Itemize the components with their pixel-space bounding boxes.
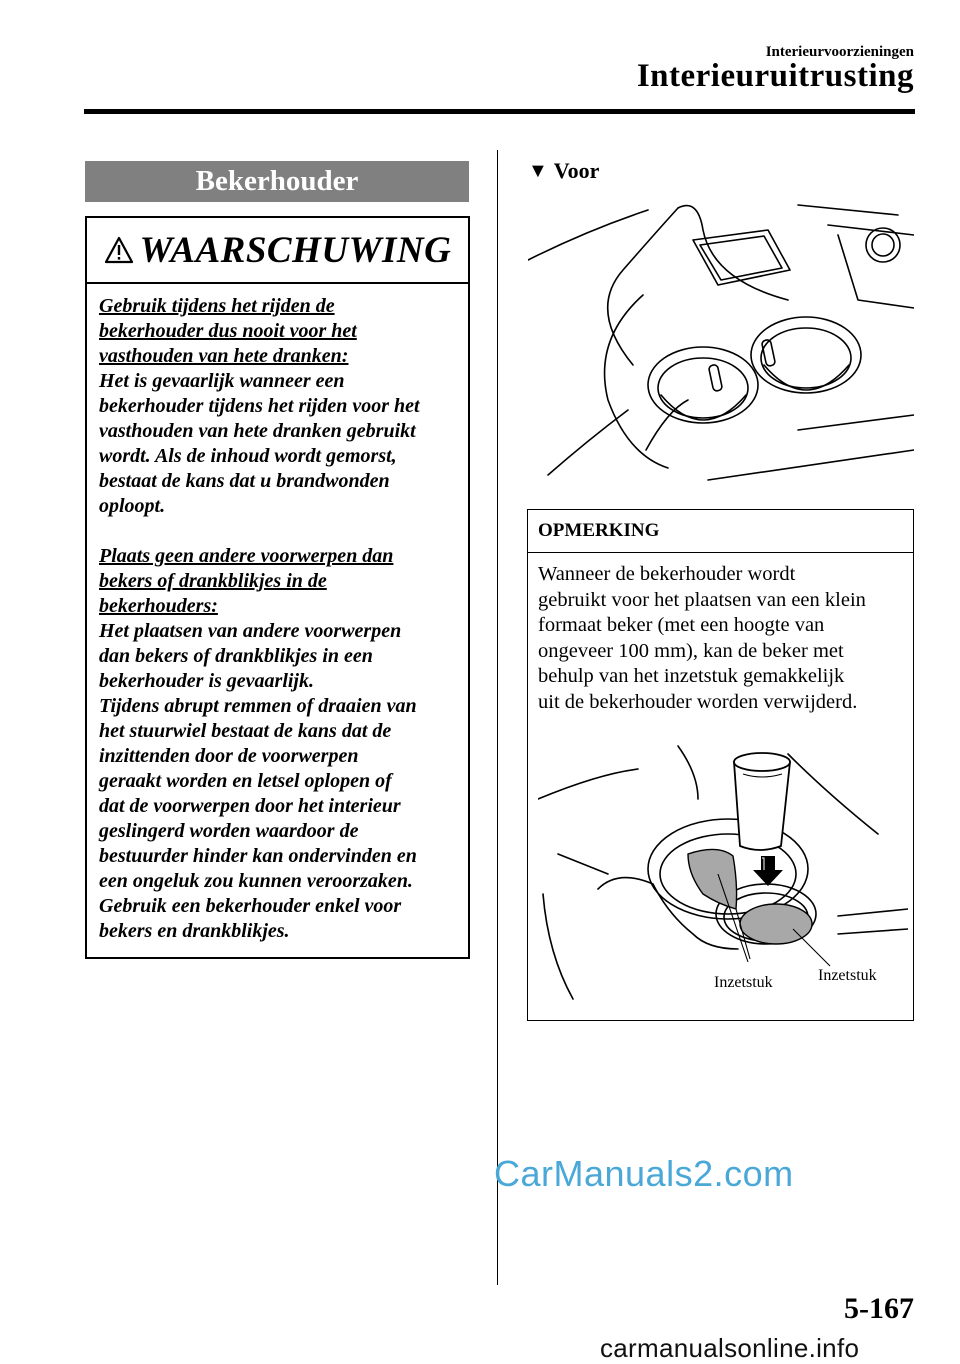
warning-body-line: dat de voorwerpen door het interieur: [99, 795, 401, 817]
warning-triangle-icon: [104, 236, 134, 264]
note-line: Wanneer de bekerhouder wordt: [538, 563, 796, 585]
warning-body-line: bekers en drankblikjes.: [99, 920, 290, 942]
warning-body-line: een ongeluk zou kunnen veroorzaken.: [99, 870, 413, 892]
warning-body-line: Gebruik een bekerhouder enkel voor: [99, 895, 402, 917]
warning-body-line: geslingerd worden waardoor de: [99, 820, 359, 842]
warning-heading-line: Plaats geen andere voorwerpen dan: [99, 545, 394, 567]
header-divider: [84, 109, 915, 114]
warning-heading-line: bekers of drankblikjes in de: [99, 570, 327, 592]
note-line: gebruikt voor het plaatsen van een klein: [538, 588, 866, 611]
figure-label-insert: Inzetstuk: [818, 967, 877, 984]
subsection-title: Voor: [553, 158, 600, 183]
figure-label-insert: Inzetstuk: [714, 974, 773, 991]
warning-body-line: vasthouden van hete dranken gebruikt: [99, 420, 416, 442]
front-cupholder-illustration: [528, 200, 914, 485]
warning-body-line: dan bekers of drankblikjes in een: [99, 645, 373, 667]
warning-body-line: het stuurwiel bestaat de kans dat de: [99, 720, 392, 742]
warning-heading-line: Gebruik tijdens het rijden de: [99, 295, 335, 317]
footer-site: carmanualsonline.info: [600, 1333, 860, 1363]
chapter-category: Interieurvoorzieningen: [765, 44, 914, 60]
watermark: CarManuals2.com: [494, 1153, 794, 1194]
warning-body-line: oploopt.: [99, 495, 166, 517]
page-number: 5-167: [844, 1292, 914, 1325]
warning-heading-line: bekerhouder dus nooit voor het: [99, 320, 357, 342]
warning-body-line: Het is gevaarlijk wanneer een: [99, 370, 345, 392]
warning-body-line: Tijdens abrupt remmen of draaien van: [99, 695, 417, 717]
note-line: uit de bekerhouder worden verwijderd.: [538, 690, 858, 713]
section-title: Bekerhouder: [85, 161, 469, 202]
column-divider: [497, 150, 498, 1285]
warning-label: WAARSCHUWING: [139, 229, 452, 271]
note-line: ongeveer 100 mm), kan de beker met: [538, 639, 844, 662]
warning-heading-line: bekerhouders:: [99, 595, 218, 617]
note-box: [527, 509, 914, 1021]
page-title: Interieuruitrusting: [636, 58, 914, 94]
triangle-down-icon: ▼: [528, 159, 548, 182]
note-text: [528, 553, 913, 715]
warning-box: [85, 216, 470, 959]
warning-text: [87, 284, 468, 944]
warning-body-line: wordt. Als de inhoud wordt gemorst,: [99, 445, 397, 467]
note-label: OPMERKING: [528, 510, 913, 553]
warning-heading-line: vasthouden van hete dranken:: [99, 345, 349, 367]
note-line: formaat beker (met een hoogte van: [538, 614, 825, 636]
warning-body-line: bestaat de kans dat u brandwonden: [99, 470, 390, 492]
warning-body-line: bekerhouder tijdens het rijden voor het: [99, 395, 420, 417]
warning-body-line: inzittenden door de voorwerpen: [99, 745, 359, 767]
subsection-heading: [528, 158, 599, 184]
warning-header: [87, 218, 468, 284]
warning-body-line: Het plaatsen van andere voorwerpen: [99, 620, 402, 642]
warning-body-line: bekerhouder is gevaarlijk.: [99, 670, 314, 692]
warning-body-line: geraakt worden en letsel oplopen of: [99, 770, 392, 792]
note-line: behulp van het inzetstuk gemakkelijk: [538, 665, 845, 687]
warning-body-line: bestuurder hinder kan ondervinden en: [99, 845, 417, 867]
